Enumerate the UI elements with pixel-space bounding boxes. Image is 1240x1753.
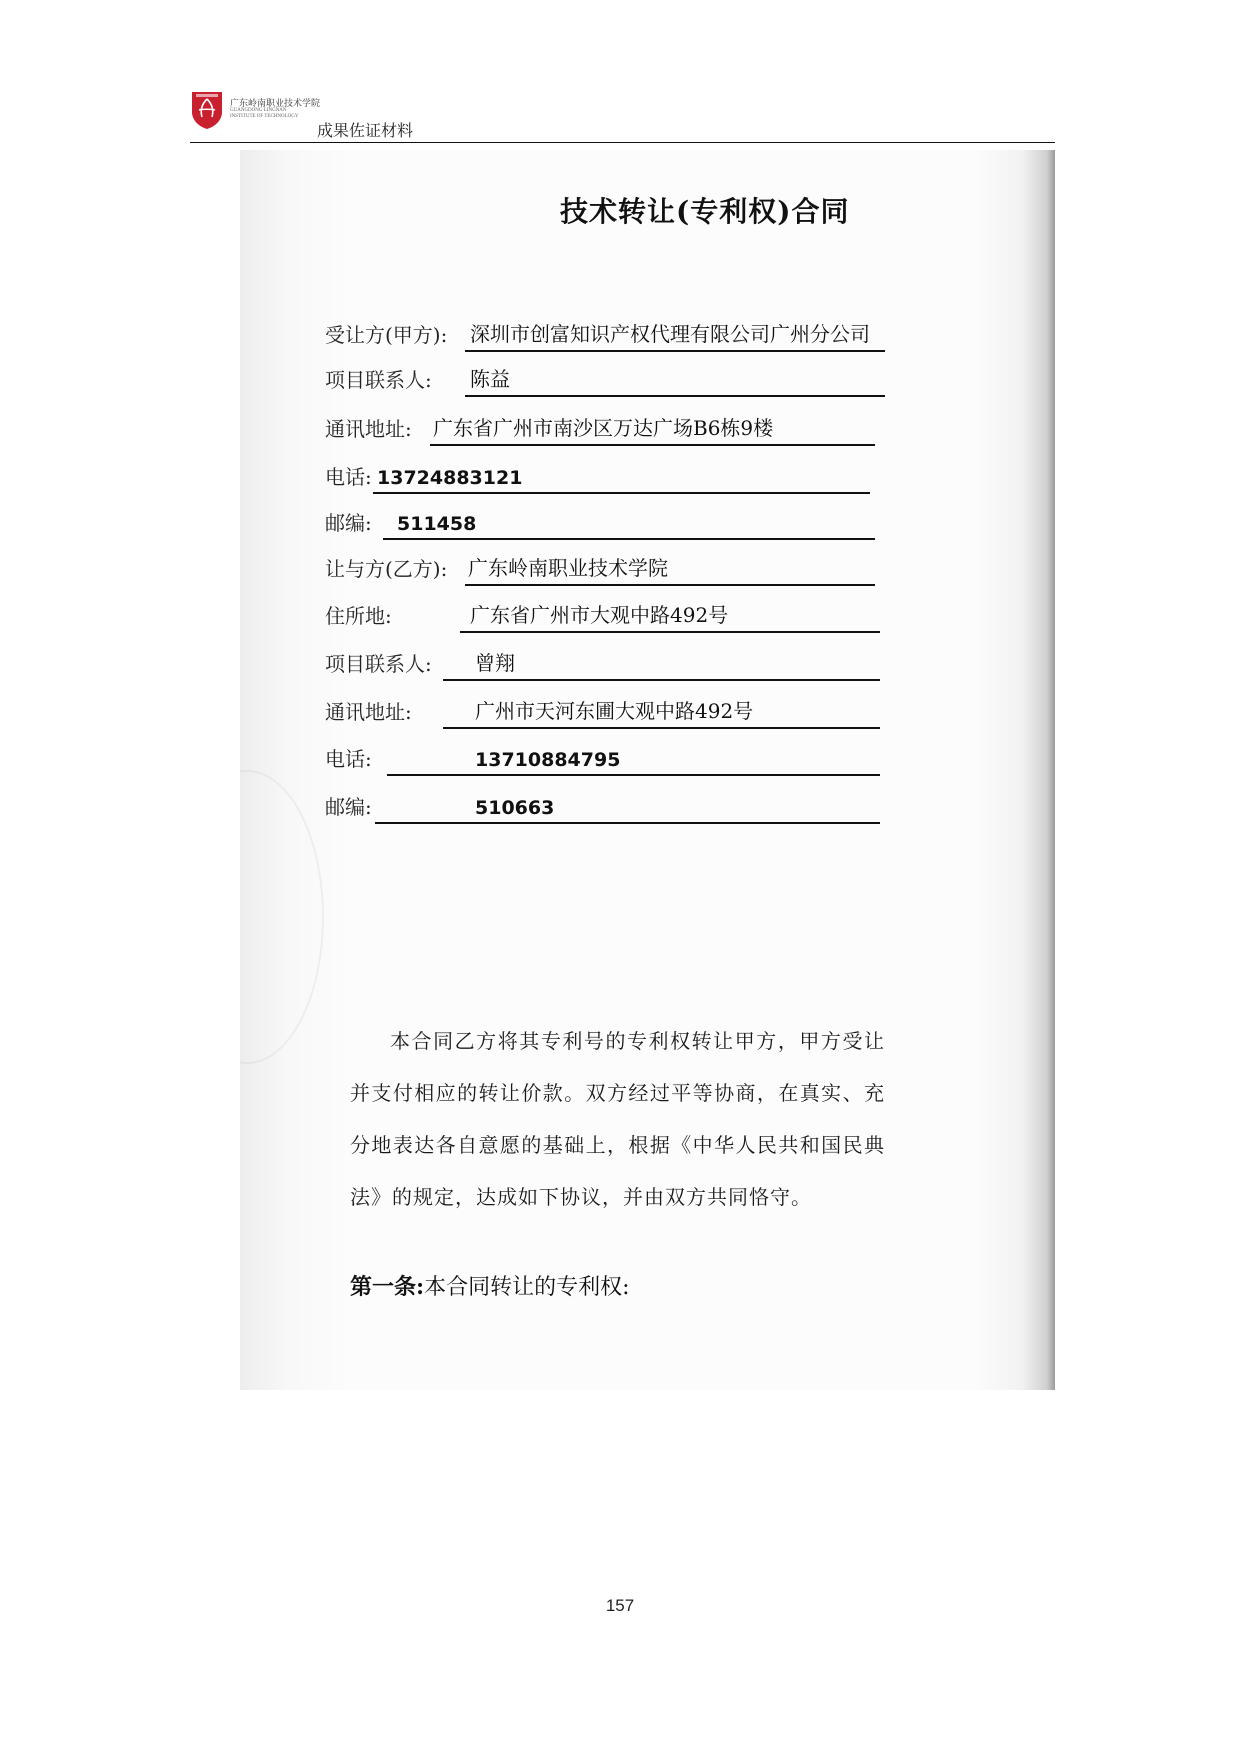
field-label: 项目联系人: — [325, 652, 432, 676]
contract-title: 技术转让(专利权)合同 — [560, 195, 850, 228]
field-value: 510663 — [475, 797, 555, 819]
field-value: 广东省广州市南沙区万达广场B6栋9楼 — [433, 416, 774, 440]
field-value: 广州市天河东圃大观中路492号 — [475, 699, 754, 723]
field-label: 受让方(甲方): — [325, 323, 448, 347]
scanned-contract-image — [240, 150, 1055, 1390]
school-name-cn: 广东岭南职业技术学院 — [230, 99, 321, 109]
field-label: 让与方(乙方): — [325, 557, 448, 581]
page-header — [190, 86, 1055, 144]
field-address-a — [325, 412, 875, 448]
field-value: 13724883121 — [377, 467, 523, 489]
field-label: 邮编: — [325, 511, 372, 535]
field-label: 电话: — [325, 465, 372, 489]
field-transferee — [325, 318, 885, 354]
field-label: 邮编: — [325, 795, 372, 819]
section-title: 成果佐证材料 — [317, 121, 414, 140]
field-label: 住所地: — [325, 604, 392, 628]
underline — [465, 584, 875, 586]
underline — [373, 492, 870, 494]
school-name-en-line2: INSTITUTE OF TECHNOLOGY — [230, 114, 299, 119]
field-label: 通讯地址: — [325, 417, 412, 441]
field-address-b — [325, 695, 880, 731]
field-postcode-a — [325, 506, 875, 542]
underline — [375, 822, 880, 824]
underline — [465, 395, 885, 397]
field-value: 13710884795 — [475, 749, 621, 771]
school-logo-icon — [190, 90, 224, 130]
field-contact-b — [325, 647, 880, 683]
field-label: 项目联系人: — [325, 368, 432, 392]
field-phone-b — [325, 742, 880, 778]
header-divider — [190, 142, 1055, 143]
page-number: 157 — [605, 1596, 635, 1615]
field-value: 曾翔 — [475, 651, 515, 675]
field-label: 通讯地址: — [325, 700, 412, 724]
field-contact-a — [325, 363, 885, 399]
underline — [465, 350, 885, 352]
field-value: 深圳市创富知识产权代理有限公司广州分公司 — [470, 322, 870, 346]
school-name-en-line1: GUANGDONG LINGNAN — [230, 108, 287, 113]
field-value: 广东省广州市大观中路492号 — [470, 603, 729, 627]
field-label: 电话: — [325, 747, 372, 771]
underline — [383, 538, 875, 540]
article-one — [350, 1270, 630, 1301]
field-value: 广东岭南职业技术学院 — [468, 556, 668, 580]
field-postcode-b — [325, 790, 880, 826]
field-value: 陈益 — [470, 367, 510, 391]
article-text: 本合同转让的专利权: — [424, 1275, 630, 1300]
field-phone-a — [325, 460, 870, 496]
underline — [443, 727, 880, 729]
contract-preamble: 本合同乙方将其专利号的专利权转让甲方，甲方受让并支付相应的转让价款。双方经过平等协商，在真实、充分地表达各自意愿的基础上，根据《中华人民共和国民典法》的规定，达成如下协议，并由双方共同恪守。 — [350, 1029, 885, 1209]
underline — [460, 631, 880, 633]
underline — [430, 444, 875, 446]
article-heading: 第一条: — [350, 1274, 425, 1300]
field-transferor — [325, 552, 875, 588]
field-value: 511458 — [397, 513, 477, 535]
field-domicile — [325, 599, 880, 635]
school-name-en — [230, 108, 299, 120]
underline — [443, 679, 880, 681]
underline — [387, 774, 880, 776]
